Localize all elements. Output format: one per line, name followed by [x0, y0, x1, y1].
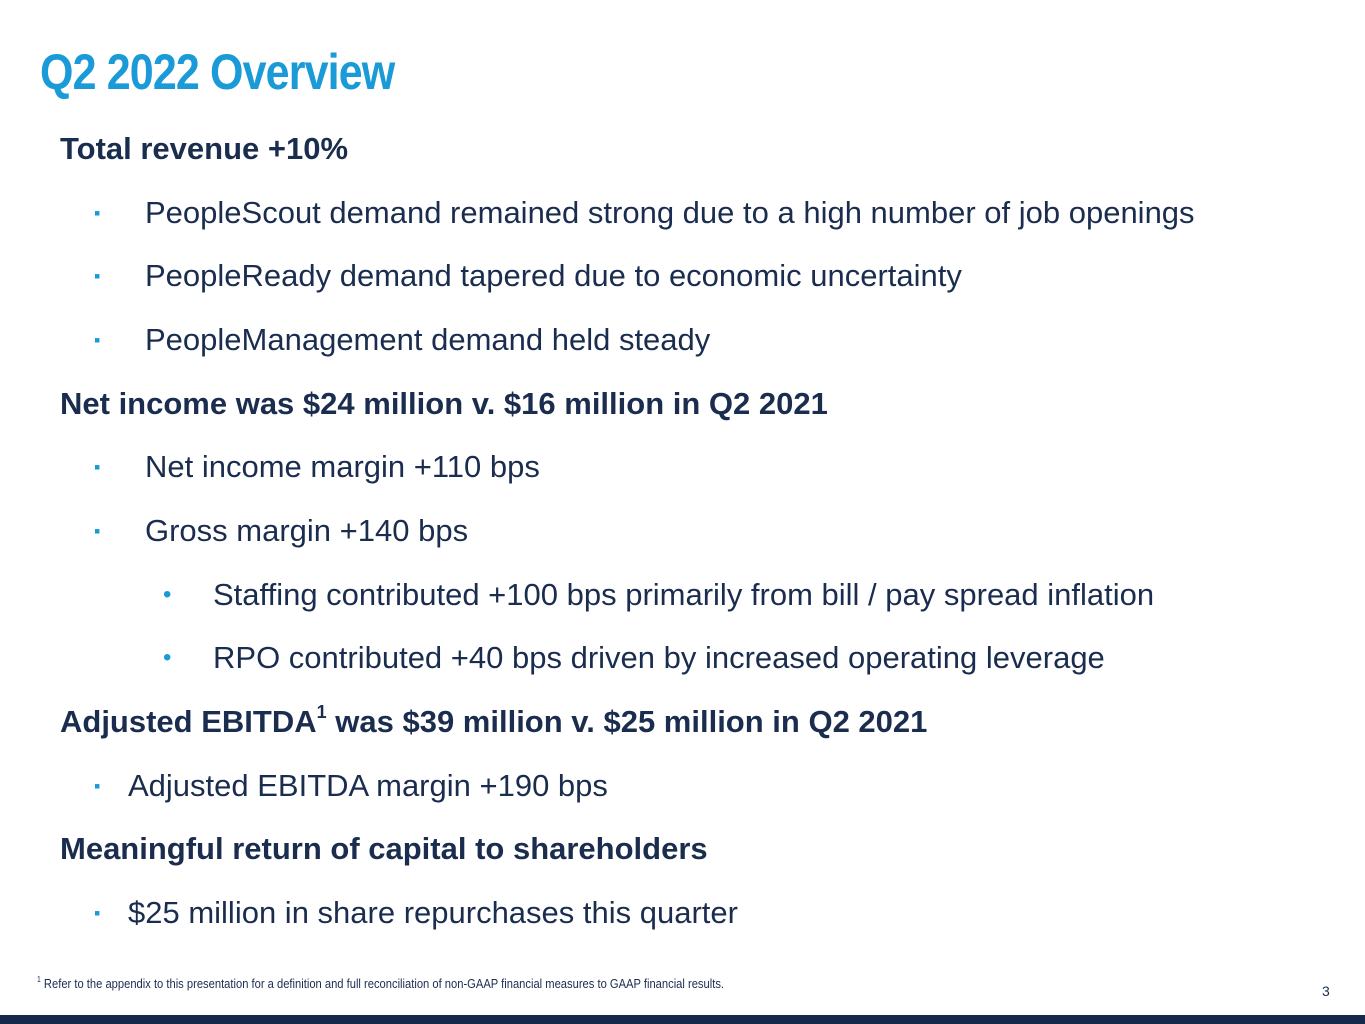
- ebitda-heading: [60, 702, 927, 742]
- bullet-text: PeopleManagement demand held steady: [145, 322, 711, 357]
- capital-heading: Meaningful return of capital to shareholders: [60, 831, 708, 866]
- ebitda-heading-value: was $39 million v. $25 million in Q2 2021: [326, 704, 928, 739]
- square-bullet-icon: ▪: [94, 521, 101, 541]
- bottom-bar: [0, 1015, 1365, 1024]
- dot-bullet-icon: •: [163, 644, 172, 671]
- slide-title: Q2 2022 Overview: [40, 44, 395, 100]
- net-income-heading: Net income was $24 million v. $16 million in Q2 2021: [60, 386, 828, 421]
- subbullet-text: Staffing contributed +100 bps primarily from bill / pay spread inflation: [213, 577, 1155, 612]
- subbullet-text: RPO contributed +40 bps driven by increased operating leverage: [213, 640, 1105, 675]
- square-bullet-icon: ▪: [94, 776, 101, 796]
- footnote-reference: 1: [316, 702, 327, 722]
- square-bullet-icon: ▪: [94, 457, 101, 477]
- square-bullet-icon: ▪: [94, 903, 101, 923]
- ebitda-heading-label: Adjusted EBITDA: [60, 704, 317, 739]
- footnote-marker: 1: [37, 975, 41, 984]
- revenue-heading: Total revenue +10%: [60, 131, 349, 166]
- footnote-text: Refer to the appendix to this presentation for a definition and full reconciliation of non-GAAP financial measures to GAAP financial results.: [40, 976, 725, 991]
- bullet-text: Net income margin +110 bps: [145, 449, 540, 484]
- square-bullet-icon: ▪: [94, 330, 101, 350]
- bullet-text: $25 million in share repurchases this quarter: [128, 895, 738, 930]
- dot-bullet-icon: •: [163, 581, 172, 608]
- bullet-text: PeopleReady demand tapered due to economic uncertainty: [145, 258, 962, 293]
- page-number: 3: [1322, 983, 1330, 999]
- bullet-text: Gross margin +140 bps: [145, 513, 469, 548]
- square-bullet-icon: ▪: [94, 266, 101, 286]
- bullet-text: PeopleScout demand remained strong due to a high number of job openings: [145, 195, 1195, 230]
- square-bullet-icon: ▪: [94, 203, 101, 223]
- bullet-text: Adjusted EBITDA margin +190 bps: [128, 768, 608, 803]
- footnote: [37, 975, 724, 993]
